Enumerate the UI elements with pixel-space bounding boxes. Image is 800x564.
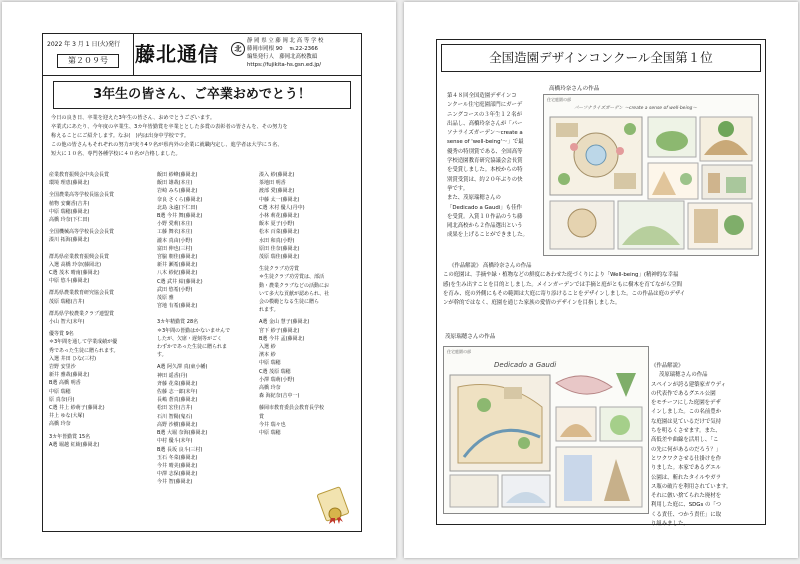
- garden-plan-drawing: [544, 95, 758, 255]
- list-item: 奈良 さくら(藤岡北): [157, 196, 203, 203]
- commentary-line: を育み、庭の外側にもその範囲は大庭に寄り添けることをデザインしました。この作品は庭のデザイ: [443, 290, 686, 297]
- newsletter-page-1: [2, 2, 396, 558]
- list-item: C選 茂原 瑞穂: [259, 368, 291, 375]
- list-item: 中原 瑞穂(藤岡北): [49, 208, 90, 215]
- list-item: 今井 瑞々也: [259, 421, 286, 428]
- list-item: 群馬県産業教育振興会長賞: [49, 253, 110, 260]
- list-item: わずかであった生徒に贈られま: [157, 344, 227, 351]
- list-item: 瀧本 真由(小野): [157, 237, 193, 244]
- list-item: 中原 瑞穂: [259, 430, 281, 437]
- list-item: 松本 百菜(藤岡北): [259, 229, 300, 236]
- list-item: 森 海紀奈(吉中一): [259, 393, 300, 400]
- list-item: sense of 'well-being'～」で最: [447, 139, 524, 146]
- list-item: 斉藤 花菜(藤岡北): [157, 380, 198, 387]
- list-item: B選 高橋 明香: [49, 380, 81, 387]
- list-item: 渡部 愛(藤岡北): [259, 188, 295, 195]
- list-item: り組みました。: [651, 521, 689, 528]
- list-item: 玉石 冬菜(藤岡北): [157, 454, 198, 461]
- list-item: 高橋 玲奈(下仁田): [49, 217, 90, 224]
- list-item: 長嶋 蒼真(藤岡北): [157, 397, 198, 404]
- list-item: B選 今井 孟(藤岡北): [259, 335, 305, 342]
- board-label: 住宅庭園の部: [547, 97, 571, 102]
- newsletter-page-2: [404, 2, 798, 558]
- commentary-line: この庭園は、手摘や緑・植物などの鮮度にあわせた庭づくりにより「Well-being」(精神的な幸福: [443, 272, 679, 279]
- list-item: 中原 悠斗(藤岡北): [49, 278, 90, 285]
- list-item: 石川 智陽(鬼石): [157, 413, 193, 420]
- list-item: B選 長坂 良斗(三村): [157, 446, 203, 453]
- list-item: 茂原 瑞穂(吉井): [49, 298, 85, 305]
- list-item: 北島 永遠(下仁田): [157, 204, 198, 211]
- list-item: いて多大な貢献が認められ、社: [259, 290, 330, 297]
- list-item: な庭園は見ているだけで気持: [651, 418, 722, 425]
- list-item: 第４８回全国造園デザインコ: [447, 93, 517, 99]
- list-item: 賞: [259, 413, 265, 420]
- list-item: 植物 安蘭香(吉井): [49, 200, 90, 207]
- list-item: 中原 瑞穂: [49, 388, 71, 395]
- board-title: Dedicado a Gaudi: [494, 361, 557, 369]
- list-item: 新井 雅哉(藤岡北): [49, 372, 90, 379]
- list-item: 入選 井田 ひな(三村): [49, 355, 97, 362]
- awards-column-2: [157, 171, 261, 487]
- list-item: 生徒クラブ功労賞: [259, 266, 300, 273]
- intro-line: 卒業式にあたり、今年度の卒業生、3カ年皆勤賞を卒業ととした多賞の表彰者の皆さんを、その努力を: [51, 124, 288, 130]
- list-item: 岡北高校から２作品選出という: [447, 223, 523, 230]
- list-item: したが、欠席・遅刻等がごく: [157, 335, 223, 342]
- list-item: 会の模範となる生徒に贈ら: [259, 299, 320, 306]
- commentary-heading: 《作品解説》 高橋玲奈さんの作品: [449, 263, 532, 269]
- list-item: 井上 ゆな(大塚): [49, 413, 85, 420]
- list-item: 湊川 拓海(藤岡北): [49, 237, 90, 244]
- list-item: の代表作であるグエル公園: [651, 390, 716, 397]
- list-item: それに倣い捨てられた廃材を: [651, 493, 722, 500]
- list-item: 群馬県農業教育研究協会長賞: [49, 290, 115, 297]
- list-item: 高橋 玲奈: [49, 421, 71, 428]
- masthead-meta: [43, 34, 134, 75]
- list-item: 工藤 舞衣(本庄): [157, 229, 193, 236]
- list-item: 動・農業クラブなどの活動にお: [259, 282, 330, 289]
- list-item: 富田 伸也(三村): [157, 245, 193, 252]
- list-item: 小澤 瑞萌(小野): [259, 376, 295, 383]
- gaudi-garden-drawing: [444, 347, 648, 513]
- list-item: 原 真奈(丹): [49, 396, 75, 403]
- list-item: 原田 佳奈(藤岡北): [259, 245, 300, 252]
- list-item: 湊入 紗(藤岡北): [259, 172, 295, 178]
- school-info-line: 静 岡 県 立 藤 岡 北 高 等 学 校: [247, 38, 324, 44]
- list-item: 宮地 有希(藤岡北): [157, 303, 198, 310]
- intro-line: 称えることにご紹介します。なお( )内は出身中学校です。: [51, 133, 190, 139]
- list-item: 全国農業高等学校長協会長賞: [49, 192, 115, 199]
- list-item: ニングコースの３年生１２名が: [447, 111, 522, 118]
- list-item: ンクール住宅庭園部門にガーデ: [447, 102, 523, 109]
- list-item: 飯本 夏子(小野): [259, 221, 295, 228]
- school-url[interactable]: https://fujikita-hs.gsn.ed.jp/: [247, 62, 322, 68]
- list-item: 産業教育振興会中央会長賞: [49, 172, 110, 178]
- commentary-subheading: 茂原瑞穂さんの作品: [659, 372, 708, 379]
- issue-date: 2022 年 3 月 1 日(火)発行: [47, 41, 121, 48]
- list-item: ちを明るくさせます。また、: [651, 428, 721, 435]
- list-item: りました。本家であるグエル: [651, 465, 721, 472]
- list-item: 宮脇 朝佳(藤岡北): [157, 254, 198, 261]
- list-item: を受賞しました。本校からの特: [447, 167, 523, 174]
- list-item: B選 大堀 奈海(藤岡北): [157, 430, 208, 437]
- list-item: れます。: [259, 307, 279, 314]
- list-item: 神田 遥香(丹): [157, 372, 188, 379]
- list-item: 出品し、高橋玲奈さんが「パー: [447, 120, 523, 127]
- list-item: 3カ年皆勤賞 15名: [49, 433, 91, 440]
- design-board-2: [443, 346, 649, 514]
- list-item: 新井 瀬希(藤岡北): [157, 262, 198, 269]
- awards-column-3: [259, 171, 359, 437]
- design-board-1: [543, 94, 759, 256]
- list-item: 茂原 瑞佳(藤岡北): [259, 254, 300, 261]
- commentary-line: 感)を生み出すことを目的としました。メインガーデンでは手摘と庭がともに樹木を育てながら空間: [443, 281, 683, 288]
- list-item: ス瓶の破片を利用されています。: [651, 483, 732, 490]
- page2-frame: [436, 39, 766, 528]
- issue-number: 第２０９号: [57, 54, 119, 68]
- list-item: 入選 紗: [259, 344, 276, 351]
- list-item: 利用した庭に、SDGs の「つ: [651, 502, 722, 509]
- list-item: 中澤 志保(藤岡北): [157, 471, 198, 478]
- list-item: 岩野 安里沙: [49, 364, 76, 371]
- page1-frame: [42, 33, 362, 532]
- list-item: A選 金山 慧子(藤岡北): [259, 319, 310, 326]
- list-item: C選 武井 結(藤岡北): [157, 278, 203, 285]
- board1-commentary: [443, 262, 759, 308]
- list-item: 八木 紗紀(藤岡北): [157, 270, 198, 277]
- list-item: 飯田 雄哉(本庄): [157, 180, 193, 187]
- list-item: 藤岡市教育委員会教育長学校: [259, 405, 325, 412]
- commentary-line: ンが幹的ではなく、庭園を通じた家族の愛情のデザインを目指しました。: [443, 300, 621, 307]
- diploma-illustration-icon: [313, 484, 351, 524]
- board2-commentary: [651, 362, 761, 529]
- list-item: C選 井上 紗萌子(藤岡北): [49, 405, 105, 412]
- list-item: 今井 晴美(藤岡北): [157, 462, 198, 469]
- list-item: 秀であった生徒に贈られます。: [49, 347, 119, 354]
- list-item: 松田 宏佳(吉井): [157, 405, 193, 412]
- list-item: 小林 莉花(藤岡北): [259, 213, 300, 220]
- list-item: スペインが誇る建築家ガウディ: [651, 381, 727, 388]
- intro-text: [51, 114, 353, 159]
- school-info-line: 藤岡市岡根 90 ℡22-2366: [247, 46, 318, 52]
- board-title: パーソナライズガーデン ～create a sense of well-being～: [574, 106, 697, 111]
- list-item: 成果を上げることができました。: [447, 232, 528, 239]
- board-label: 住宅庭園の部: [447, 349, 471, 354]
- page2-title: 全国造園デザインコンクール全国第１位: [441, 44, 761, 72]
- newsletter-title: 藤北通信: [135, 42, 219, 66]
- list-item: 環境 理恵(藤岡北): [49, 180, 90, 187]
- intro-line: 今日の良き日、卒業を迎えた3年生の皆さん、おめでとうございます。: [51, 115, 216, 121]
- board2-caption: 茂原瑞穂さんの作品: [445, 334, 496, 340]
- contest-intro-text: [447, 92, 543, 241]
- headline: 3年生の皆さん、ご卒業おめでとう！: [53, 81, 351, 109]
- list-item: 武田 悠希(小野): [157, 286, 193, 293]
- list-item: A選 堀越 紅綾(藤岡北): [49, 441, 100, 448]
- list-item: 高低差や曲線を活用し、「こ: [651, 437, 719, 444]
- list-item: ＊3年間を通して学業成績が優: [49, 339, 118, 346]
- list-item: をモチーフにした庭園をデザ: [651, 400, 721, 407]
- list-item: 優秀の特別賞である、全国高等: [447, 148, 523, 155]
- list-item: C選 木村 優人(丹中): [259, 204, 305, 211]
- list-item: 3カ年精勤賞 28名: [157, 319, 199, 326]
- intro-line: この他の皆さんもそれぞれの努力が実り4９名が県内外の企業に就職内定し、進学者は大学に５名、: [51, 142, 283, 148]
- list-item: インしました。この名前豊か: [651, 409, 722, 416]
- list-item: の先に何があるのだろう？」: [651, 446, 722, 453]
- list-item: 小山 智大(末年): [49, 319, 85, 326]
- list-item: ＊3年間の皆勤はかないませんで: [157, 327, 231, 334]
- list-item: 茂原 雅: [157, 295, 174, 302]
- school-info: [247, 37, 359, 69]
- list-item: 水田 和真(小野): [259, 237, 295, 244]
- list-item: 挙です。: [447, 185, 469, 192]
- awards-column-1: [49, 171, 159, 449]
- list-item: 「Dedicado a Gaudi」も佳作: [447, 204, 522, 211]
- list-item: 高野 沙樹(藤岡北): [157, 421, 198, 428]
- list-item: くる責任、つかう責任」に取: [651, 511, 722, 518]
- list-item: ＊生徒クラブ功労賞は、部活: [259, 274, 325, 281]
- list-item: 別賞受賞は、約２０年ぶりの快: [447, 176, 523, 183]
- school-info-line: 編集発行人 藤岡北高校教頭: [247, 54, 318, 60]
- list-item: とワクワクさせる仕掛けを作: [651, 455, 722, 462]
- list-item: 今井 智(藤岡北): [157, 479, 193, 486]
- list-item: ソナライズガーデン～create a: [447, 130, 523, 137]
- intro-line: 短大に１０名、専門各種学校に４０名が合格しました。: [51, 151, 181, 157]
- list-item: を受賞。入賞１０作品のうち藤: [447, 213, 523, 220]
- list-item: 優等賞 9名: [49, 331, 74, 338]
- list-item: 岩崎 みち(藤岡北): [157, 188, 198, 195]
- list-item: 濱本 紗: [259, 352, 276, 359]
- list-item: 中藤 太一(藤岡北): [259, 196, 300, 203]
- list-item: 公園は、斬れたタイルやガラ: [651, 474, 721, 481]
- list-item: す。: [157, 352, 167, 359]
- list-item: 高橋 玲奈: [259, 385, 281, 392]
- list-item: 宮下 紗子(藤岡北): [259, 327, 300, 334]
- list-item: また、茂原瑞穂さんの: [447, 195, 501, 202]
- list-item: 中村 優斗(末年): [157, 438, 193, 445]
- list-item: 全国機械高等学校長会会長賞: [49, 229, 115, 236]
- commentary-heading: 《作品解説》: [651, 363, 684, 369]
- list-item: 茶地田 明香: [259, 180, 286, 187]
- list-item: 小野 愛莉(本庄): [157, 221, 193, 228]
- list-item: B選 今井 舞(藤岡北): [157, 213, 203, 220]
- list-item: 学校造園教育研究協議会会長賞: [447, 158, 523, 165]
- list-item: A選 阿久澤 真(東小幡): [157, 364, 208, 371]
- masthead: [43, 34, 361, 76]
- list-item: 群馬県学校農業クラブ連盟賞: [49, 310, 115, 317]
- list-item: 入選 高橋 玲奈(藤岡北): [49, 261, 102, 268]
- school-seal-icon: 北: [231, 42, 245, 56]
- list-item: 佐藤 志一郎(末年): [157, 389, 198, 396]
- list-item: 中原 瑞穂: [259, 360, 281, 367]
- board1-caption: 高橋玲奈さんの作品: [549, 86, 600, 92]
- list-item: 飯田 紗峰(藤岡北): [157, 172, 198, 178]
- list-item: C選 茂木 晴南(藤岡北): [49, 270, 100, 277]
